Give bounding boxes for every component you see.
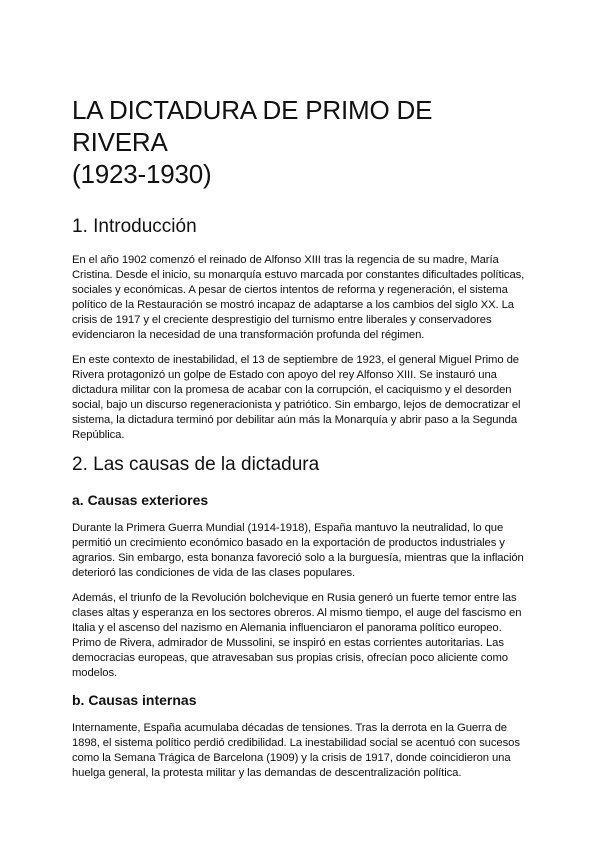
paragraph: Durante la Primera Guerra Mundial (1914-1918), España mantuvo la neutralidad, lo que permitió un crecimiento económico basado en la exportación de productos industriales y agrarios. Sin embargo, esta bonanza favoreció solo a la burguesía, mientras que la inflación deterioró las condiciones de vida de las clases populares. (72, 522, 524, 579)
section-heading-introduccion: 1. Introducción (72, 216, 197, 237)
document-page (72, 94, 532, 791)
title-line-1: LA DICTADURA DE PRIMO DE RIVERA (72, 95, 433, 157)
paragraph: Además, el triunfo de la Revolución bolchevique en Rusia generó un fuerte temor entre las clases altas y esperanza en los sectores obreros. Al mismo tiempo, el auge del fascismo en Italia y el ascenso del nazismo en Alemania influenciaron el panorama político europeo. Primo de Rivera, admirador de Mussolini, se inspiró en estas corrientes autoritarias. Las democracias europeas, que atravesaban sus propias crisis, ofrecían poco aliciente como modelos. (72, 592, 522, 679)
title-line-2: (1923-1930) (72, 159, 212, 189)
paragraph: En este contexto de inestabilidad, el 13 de septiembre de 1923, el general Miguel Primo de Rivera protagonizó un golpe de Estado con apoyo del rey Alfonso XIII. Se instauró una dictadura militar con la promesa de acabar con la corrupción, el caciquismo y el desorden social, bajo un discurso regeneracionista y patriótico. Sin embargo, lejos de democratizar el sistema, la dictadura terminó por debilitar aún más la Monarquía y abrir paso a la Segunda República. (72, 354, 521, 441)
subsection-heading-exteriores: a. Causas exteriores (72, 492, 209, 508)
paragraph: Internamente, España acumulaba décadas de tensiones. Tras la derrota en la Guerra de 1898, el sistema político perdió credibilidad. La inestabilidad social se acentuó con sucesos como la Semana Trágica de Barcelona (1909) y la crisis de 1917, donde coincidieron una huelga general, la protesta militar y las demandas de descentralización política. (72, 722, 520, 779)
paragraph: En el año 1902 comenzó el reinado de Alfonso XIII tras la regencia de su madre, María Cristina. Desde el inicio, su monarquía estuvo marcada por constantes dificultades políticas, sociales y económicas. A pesar de ciertos intentos de reforma y regeneración, el sistema político de la Restauración se mostró incapaz de adaptarse a los cambios del siglo XX. La crisis de 1917 y el creciente desprestigio del turnismo entre liberales y conservadores evidenciaron la necesidad de una transformación profunda del régimen. (72, 254, 525, 341)
subsection-heading-internas: b. Causas internas (72, 692, 197, 708)
document-title (72, 94, 532, 190)
section-heading-causas: 2. Las causas de la dictadura (72, 454, 320, 475)
